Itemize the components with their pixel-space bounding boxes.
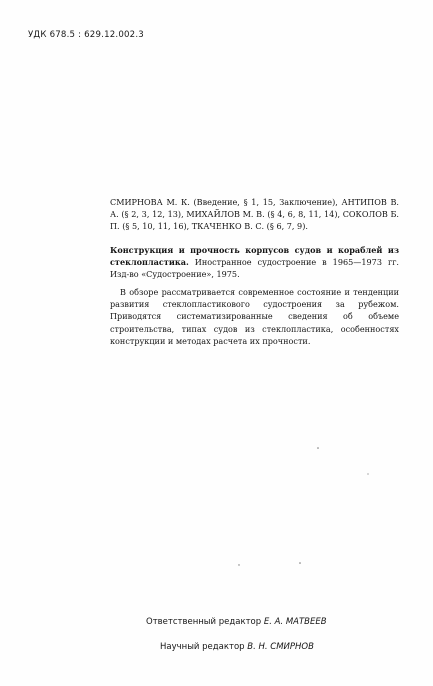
authors-list: СМИРНОВА М. К. (Введение, § 1, 15, Заключение), АНТИПОВ В. А. (§ 2, 3, 12, 13), МИХАЙЛОВ М. В. (§ 4, 6, 8, 11, 14), СОКОЛОВ Б. П. (§ 5, 10, 11, 16), ТКАЧЕНКО В. С. (§ 6, 7, 9). <box>110 197 399 232</box>
udk-code: УДК 678.5 : 629.12.002.3 <box>28 30 144 40</box>
responsible-editor-label: Ответственный редактор <box>146 617 262 627</box>
scientific-editor-label: Научный редактор <box>160 642 245 652</box>
responsible-editor-name: Е. А. МАТВЕЕВ <box>263 617 327 627</box>
book-title: Конструкция и прочность корпусов судов и кораблей из стеклопластика. <box>110 245 399 268</box>
abstract-paragraph <box>110 286 399 347</box>
scan-dot <box>367 473 368 474</box>
bibliographic-entry <box>110 244 399 281</box>
scan-dot <box>299 562 301 564</box>
scientific-editor <box>160 642 314 653</box>
abstract-text: В обзоре рассматривается современное состояние и тенденции развития стеклопластикового судостроения за рубежом. Приводятся систематизированные сведения об объеме строительства, типах судов из стеклопластика, особенностях конструкции и методах расчета их прочности. <box>110 287 399 346</box>
scientific-editor-name: В. Н. СМИРНОВ <box>247 642 314 652</box>
responsible-editor <box>146 617 327 628</box>
publication-details: Иностранное судостроение в 1965—1973 гг. Изд-во «Судостроение», 1975. <box>110 257 400 280</box>
scan-dot <box>238 564 239 565</box>
scan-dot <box>317 447 319 449</box>
